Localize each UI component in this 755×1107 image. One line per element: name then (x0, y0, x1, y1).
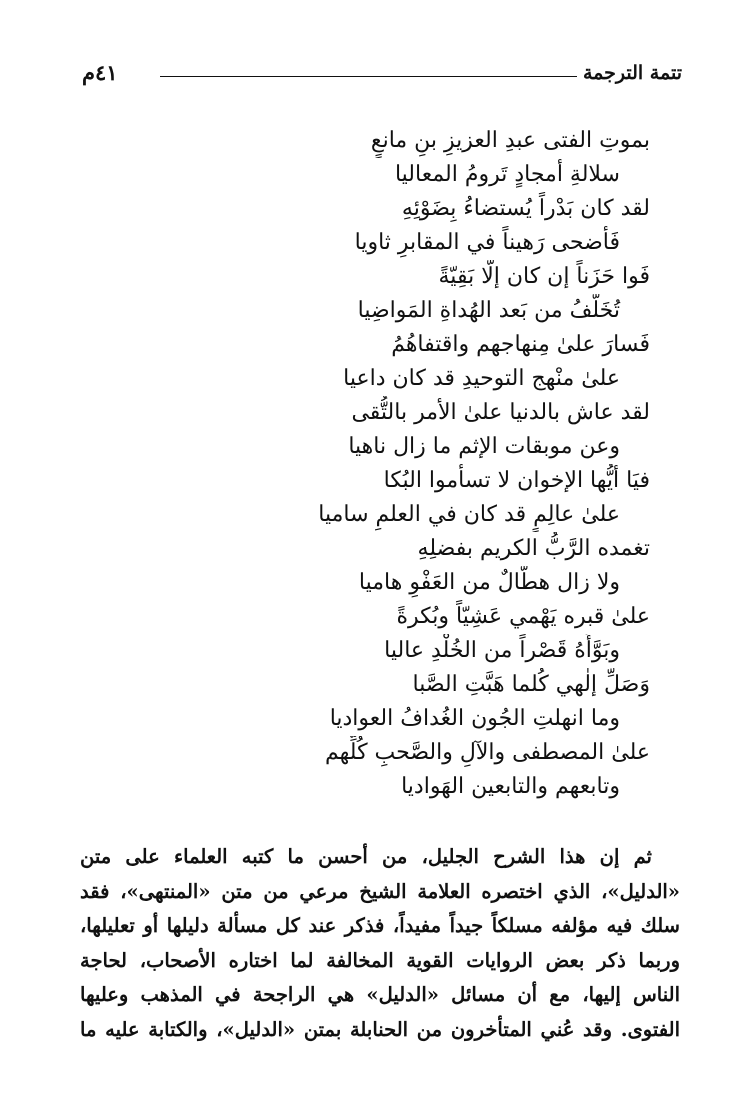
verse-line: وبَوَّأَهُ قَصْراً من الخُلْدِ عاليا (384, 638, 620, 663)
verse-line: فَسارَ علىٰ مِنهاجهم واقتفاهُمُ (391, 332, 650, 357)
paragraph-line: الناس إليها، مع أن مسائل «الدليل» هي الراجحة في المذهب وعليها (80, 983, 680, 1006)
verse-line: وعن موبقات الإثم ما زال ناهيا (348, 434, 620, 459)
paragraph-line: الفتوى. وقد عُني المتأخرون من الحنابلة بمتن «الدليل»، والكتابة عليه ما (80, 1017, 680, 1041)
header-title: تتمة الترجمة (582, 62, 682, 84)
running-header (82, 60, 682, 90)
verse-line: علىٰ منْهج التوحيدِ قد كان داعيا (343, 366, 620, 391)
paragraph-line: «الدليل»، الذي اختصره العلامة الشيخ مرعي من متن «المنتهى»، فقد (80, 879, 680, 903)
verse-line: لقد عاش بالدنيا علىٰ الأمر بالتُّقى (351, 400, 650, 425)
verse-line: وَصَلِّ إلٰهي كُلما هَبَّتِ الصَّبا (412, 672, 650, 697)
header-rule (160, 76, 577, 77)
paragraph-line: سلك فيه مؤلفه مسلكاً جيداً مفيداً، فذكر عند كل مسألة دليلها أو تعليلها، (80, 914, 680, 937)
page-number: ٤١م (82, 60, 118, 85)
paragraph-line: ثم إن هذا الشرح الجليل، من أحسن ما كتبه العلماء على متن (80, 845, 652, 868)
verse-line: ولا زال هطّالٌ من العَفْوِ هاميا (358, 570, 620, 595)
verse-line: فيَا أيُّها الإخوان لا تسأموا البُكا (383, 468, 650, 493)
verse-line: علىٰ عالِمٍ قد كان في العلمِ ساميا (318, 502, 620, 527)
paragraph-line: وربما ذكر بعض الروايات القوية المخالفة لما اختاره الأصحاب، لحاجة (80, 948, 680, 972)
verse-line: لقد كان بَدْراً يُستضاءُ بِضَوْئِهِ (401, 196, 650, 221)
verse-line: علىٰ قبره يَهْمي عَشِيّاً وبُكرةً (396, 604, 650, 629)
body-paragraph (80, 840, 680, 1047)
poem (110, 124, 650, 804)
verse-line: وما انهلتِ الجُون الغُدافُ العواديا (329, 706, 620, 731)
verse-line: تُخَلَّفُ من بَعد الهُداةِ المَواضِيا (357, 298, 620, 323)
verse-line: فَأضحى رَهيناً في المقابرِ ثاويا (354, 230, 620, 255)
verse-line: تغمده الرَّبُّ الكريم بفضلِهِ (417, 536, 650, 561)
verse-line: علىٰ المصطفى والآلِ والصَّحبِ كُلِّهم (325, 740, 650, 765)
verse-line: وتابعهم والتابعين الهَواديا (401, 774, 620, 799)
verse-line: سلالةِ أمجادٍ تَرومُ المعاليا (394, 162, 620, 187)
verse-line: فَوا حَزَناً إن كان إلّا بَقِيّةً (438, 264, 650, 289)
verse-line: بموتِ الفتى عبدِ العزيزِ بنِ مانعٍ (370, 128, 650, 153)
